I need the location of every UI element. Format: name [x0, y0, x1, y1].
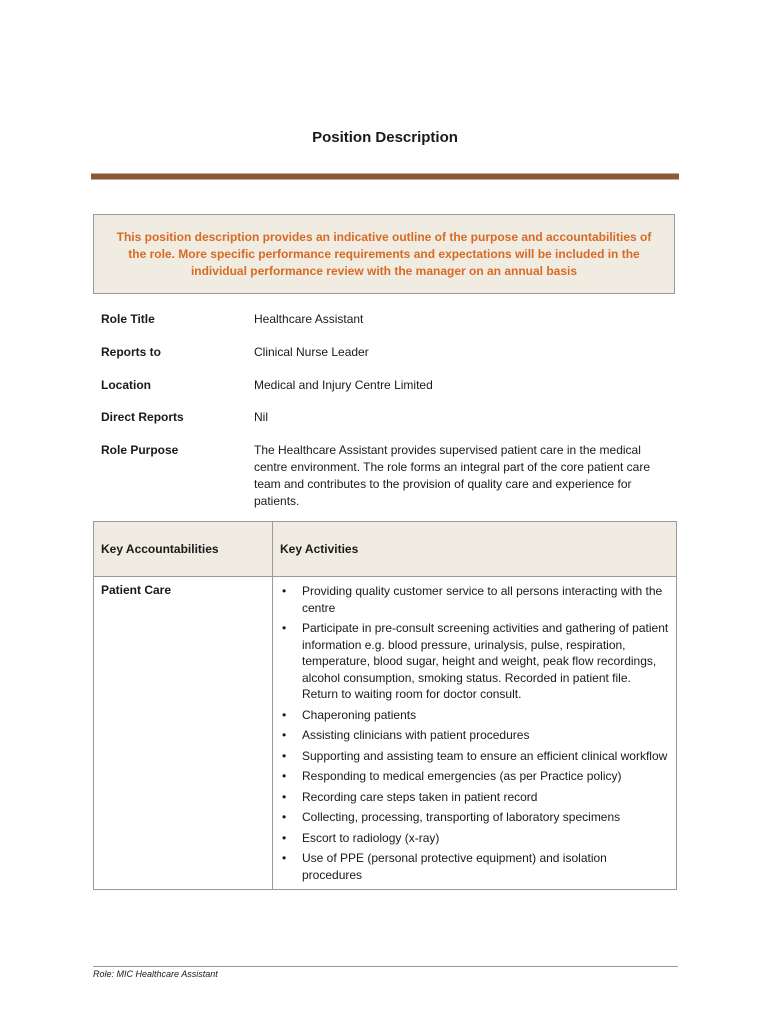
accountability-cell: Patient Care	[94, 577, 273, 890]
list-item: • Participate in pre-consult screening activities and gathering of patient information e.g. blood pressure, urinalysis, pulse, respiration, temperature, blood sugar, height and weight, peak flow recordings, alcohol consumption, smoking status. Recorded in patient file. Return to waiting room for doctor consult.	[282, 621, 669, 701]
bullet-icon: •	[282, 728, 287, 742]
list-item: • Providing quality customer service to all persons interacting with the centre	[282, 584, 663, 615]
bullet-icon: •	[282, 830, 287, 845]
field-label-role-purpose: Role Purpose	[101, 443, 179, 457]
field-label-reports-to: Reports to	[101, 345, 161, 359]
list-item: • Assisting clinicians with patient procedures	[282, 728, 530, 742]
header-key-accountabilities: Key Accountabilities	[94, 522, 273, 577]
bullet-icon: •	[282, 769, 287, 783]
bullet-icon: •	[282, 851, 287, 865]
list-item: • Escort to radiology (x-ray)	[282, 830, 440, 845]
list-item: • Chaperoning patients	[282, 707, 417, 722]
activities-cell	[273, 577, 677, 890]
bullet-icon: •	[282, 789, 287, 804]
list-item: • Use of PPE (personal protective equipment) and isolation procedures	[282, 851, 607, 882]
list-item: • Recording care steps taken in patient record	[282, 789, 538, 804]
list-item: • Responding to medical emergencies (as per Practice policy)	[282, 769, 622, 783]
field-value-location: Medical and Injury Centre Limited	[254, 378, 433, 392]
field-value-role-purpose: The Healthcare Assistant provides supervised patient care in the medical centre environment. The role forms an integral part of the core patient care team and contributes to the provision of quality care and experience for patients.	[254, 443, 650, 508]
bullet-icon: •	[282, 621, 287, 635]
field-label-location: Location	[101, 378, 151, 392]
bullet-icon: •	[282, 748, 287, 763]
title-divider	[91, 173, 679, 180]
page-footer: Role: MIC Healthcare Assistant	[93, 969, 218, 979]
activities-list	[280, 583, 675, 883]
list-item: • Supporting and assisting team to ensure an efficient clinical workflow	[282, 748, 668, 763]
field-label-direct-reports: Direct Reports	[101, 410, 184, 424]
field-value-role-title: Healthcare Assistant	[254, 312, 364, 326]
table-row	[94, 577, 677, 890]
bullet-icon: •	[282, 584, 287, 598]
bullet-icon: •	[282, 810, 287, 824]
field-label-role-title: Role Title	[101, 312, 155, 326]
bullet-icon: •	[282, 707, 287, 722]
notice-box: This position description provides an indicative outline of the purpose and accountabilities of the role. More specific performance requirements and expectations will be included in the individual performance review with the manager on an annual basis	[93, 214, 675, 294]
list-item: • Collecting, processing, transporting of laboratory specimens	[282, 810, 621, 824]
accountabilities-table	[93, 521, 677, 890]
footer-divider	[93, 966, 678, 967]
header-key-activities: Key Activities	[273, 522, 677, 577]
field-value-reports-to: Clinical Nurse Leader	[254, 345, 369, 359]
field-value-direct-reports: Nil	[254, 410, 268, 424]
page-title: Position Description	[312, 129, 458, 146]
table-header-row	[94, 522, 677, 577]
